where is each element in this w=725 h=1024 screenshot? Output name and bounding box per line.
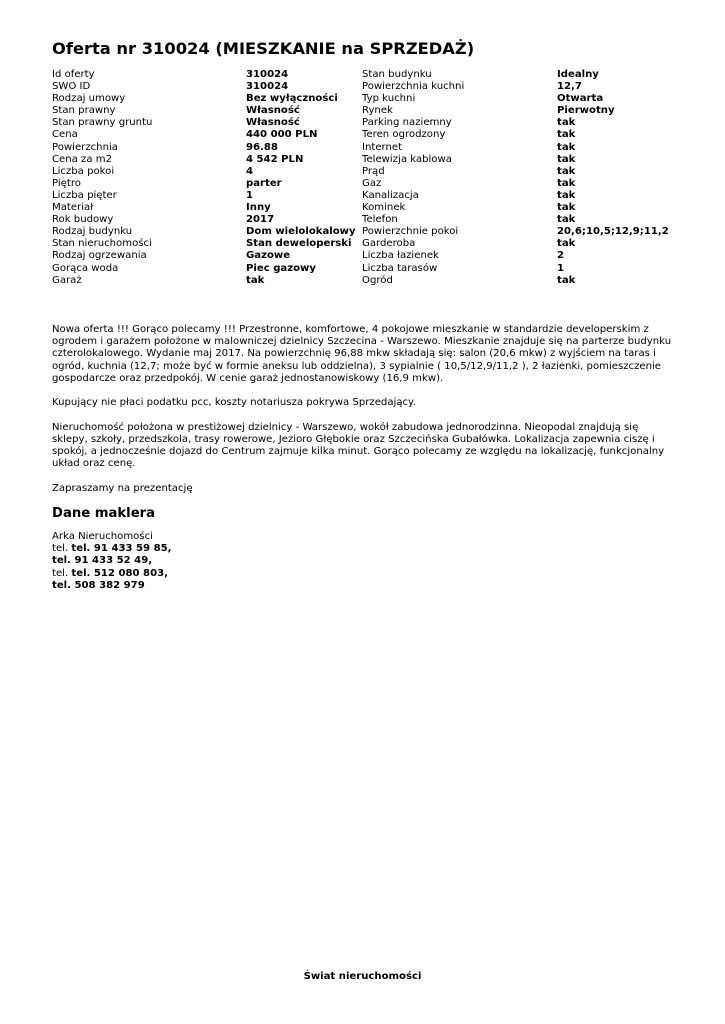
attribute-value: tak [557,189,576,201]
attribute-label: Ogród [362,274,393,286]
attribute-label: Teren ogrodzony [362,129,446,141]
attribute-label: Internet [362,141,403,153]
agent-contact [52,531,171,592]
agent-phone[interactable]: tel. 512 080 803, [71,567,168,579]
attribute-value: tak [557,274,576,286]
attribute-label: Piętro [52,177,81,189]
agent-phone[interactable]: tel. 91 433 52 49, [52,555,153,567]
phone-prefix: tel. [52,567,69,579]
attribute-label: Telefon [362,214,398,226]
attribute-value: tak [246,274,265,286]
attribute-label: Gaz [362,177,382,189]
attribute-label: Rynek [362,105,393,117]
page-title: Oferta nr 310024 (MIESZKANIE na SPRZEDAŻ) [52,39,475,58]
attribute-label: Kanalizacja [362,189,419,201]
description-paragraph: Kupujący nie płaci podatku pcc, koszty notariusza pokrywa Sprzedający. [52,397,416,409]
attribute-value: Idealny [557,69,599,80]
attribute-label: Rok budowy [52,214,114,226]
attribute-label: Materiał [52,202,94,214]
attribute-label: Powierzchnia [52,141,118,153]
attribute-row [52,81,672,93]
attribute-value: tak [557,165,576,177]
attribute-value: Własność [246,105,300,117]
phone-prefix: tel. [52,543,69,555]
attribute-label: Typ kuchni [362,93,416,105]
attribute-label: Cena za m2 [52,153,112,165]
attribute-value: tak [557,214,576,226]
attribute-label: Stan nieruchomości [52,238,152,250]
attribute-row [52,263,672,275]
attribute-value: Inny [246,202,271,214]
attribute-label: Liczba łazienek [362,250,439,262]
agent-phone-line [52,543,171,555]
attribute-label: Rodzaj umowy [52,93,126,105]
attribute-row [52,129,672,141]
attribute-value: 310024 [246,81,289,93]
attribute-row [52,105,672,117]
attribute-value: 2 [557,250,565,262]
agent-phone[interactable]: tel. 91 433 59 85, [71,543,172,555]
description-paragraph: Nowa oferta !!! Gorąco polecamy !!! Przestronne, komfortowe, 4 pokojowe mieszkanie w standardzie developerskim z ogrodem i garażem położone w malowniczej dzielnicy Szczecina - Warszewo. Mieszkanie znajduje się na parterze budynku czterolokalowego. Wydanie maj 2017. Na powierzchnię 96,88 mkw składają się: salon (20,6 mkw) z wyjściem na taras i ogród, kuchnia (12,7; może być w formie aneksu lub oddzielna), 3 sypialnie ( 10,5/12,9/11,2 ), 2 łazienki, pomieszczenie gospodarcze oraz przedpokój. W cenie garaż jednostanowiskowy (16,9 mkw). [52,324,672,384]
attribute-value: tak [557,153,576,165]
attribute-row [52,142,672,154]
attribute-value: 440 000 PLN [246,129,318,141]
attribute-row [52,154,672,166]
agent-phone[interactable]: tel. 508 382 979 [52,579,145,591]
attribute-value: 4 [246,165,254,177]
attribute-value: 1 [246,189,254,201]
attribute-value: Piec gazowy [246,262,316,274]
attribute-row [52,178,672,190]
attribute-value: Własność [246,117,300,129]
attribute-label: Telewizja kablowa [362,153,452,165]
attribute-row [52,202,672,214]
attribute-label: Powierzchnie pokoi [362,226,459,238]
agent-phone-line [52,568,171,580]
attribute-label: Rodzaj ogrzewania [52,250,147,262]
attribute-value: tak [557,117,576,129]
attribute-label: Id oferty [52,69,95,80]
attribute-label: Cena [52,129,78,141]
attribute-label: Stan prawny gruntu [52,117,153,129]
attribute-value: tak [557,141,576,153]
attribute-value: tak [557,129,576,141]
attribute-value: Dom wielolokalowy [246,226,356,238]
description-paragraph: Nieruchomość położona w prestiżowej dzielnicy - Warszewo, wokół zabudowa jednorodzinna. Nieopodal znajdują się sklepy, szkoły, przedszkola, trasy rowerowe, Jezioro Głębokie oraz Szczecińska Gubałówka. Lokalizacja zapewnia ciszę i spokój, a jednocześnie dojazd do Centrum zajmuje kilka minut. Gorąco polecamy ze względu na lokalizację, funkcjonalny układ oraz cenę. [52,421,665,470]
attribute-label: Garderoba [362,238,416,250]
attribute-row [52,69,672,81]
attribute-value: 96.88 [246,141,278,153]
attribute-label: Garaż [52,274,82,286]
agent-heading: Dane maklera [52,506,156,521]
attributes-body [52,69,672,287]
attribute-row [52,214,672,226]
attribute-label: Liczba tarasów [362,262,438,274]
attribute-label: SWO ID [52,81,91,93]
attribute-row [52,117,672,129]
attribute-label: Liczba pokoi [52,165,115,177]
attribute-row [52,190,672,202]
attribute-label: Stan budynku [362,69,432,80]
attribute-value: parter [246,177,282,189]
attribute-label: Stan prawny [52,105,116,117]
attribute-row [52,226,672,238]
attribute-label: Prąd [362,165,385,177]
attribute-value: tak [557,238,576,250]
attribute-row [52,238,672,250]
attribute-label: Kominek [362,202,406,214]
attribute-row [52,250,672,262]
attribute-value: 1 [557,262,565,274]
attribute-row [52,93,672,105]
attribute-value: Bez wyłączności [246,93,338,105]
attribute-value: 4 542 PLN [246,153,304,165]
attribute-value: 20,6;10,5;12,9;11,2 [557,226,669,238]
attribute-label: Gorąca woda [52,262,119,274]
attribute-label: Liczba pięter [52,189,117,201]
attribute-value: 2017 [246,214,275,226]
attribute-label: Powierzchnia kuchni [362,81,465,93]
attribute-value: Pierwotny [557,105,615,117]
attribute-value: 310024 [246,69,289,80]
offer-description [52,324,674,507]
attribute-value: Stan deweloperski [246,238,352,250]
attribute-row [52,166,672,178]
property-attributes-table [52,69,672,287]
footer-agency-name: Świat nieruchomości [303,971,422,982]
attribute-value: 12,7 [557,81,582,93]
attribute-value: tak [557,202,576,214]
description-paragraph: Zapraszamy na prezentację [52,482,193,494]
attribute-label: Parking naziemny [362,117,452,129]
agent-name: Arka Nieruchomości [52,531,153,542]
attribute-value: tak [557,177,576,189]
attribute-value: Otwarta [557,93,604,105]
attribute-label: Rodzaj budynku [52,226,133,238]
attribute-value: Gazowe [246,250,291,262]
attribute-row [52,275,672,287]
